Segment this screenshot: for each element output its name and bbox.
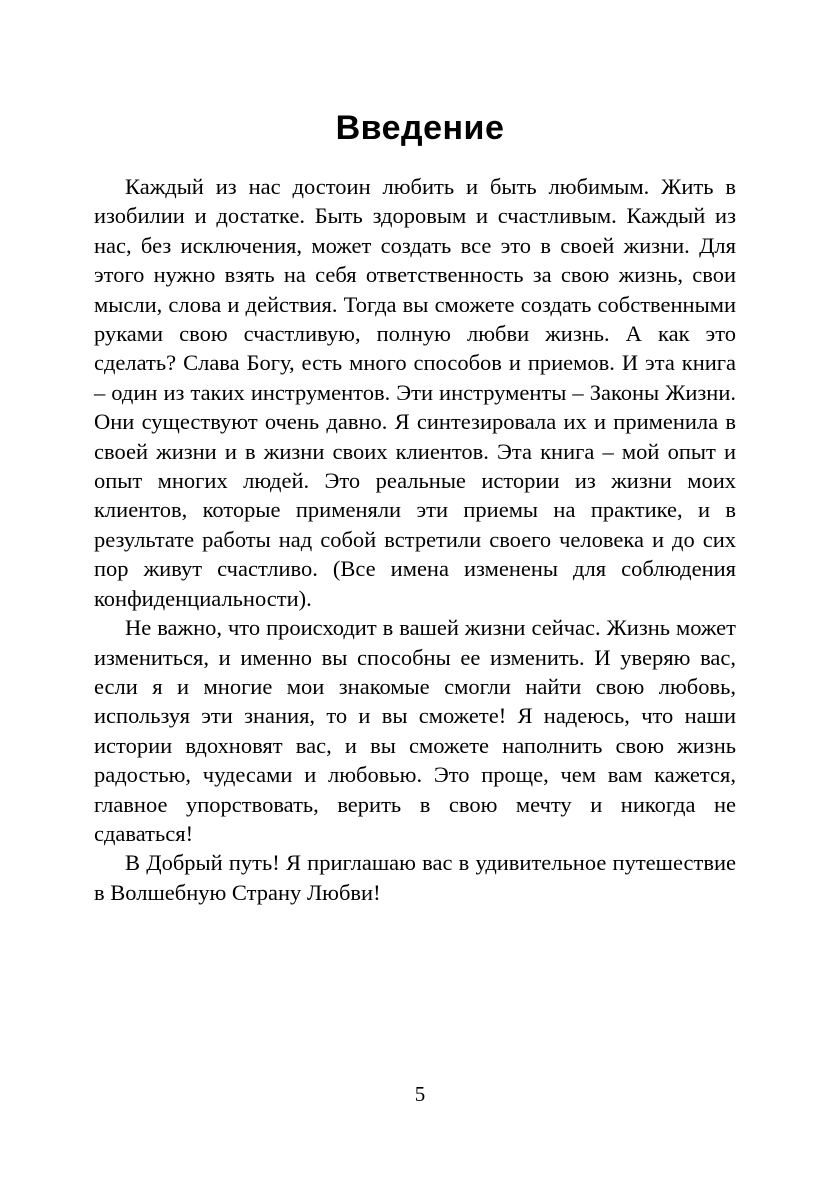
page-number: 5: [414, 1082, 426, 1106]
chapter-title: Введение: [335, 109, 505, 147]
paragraph-2: Не важно, что происходит в вашей жизни сейчас. Жизнь может измениться, и именно вы способны ее изменить. И уверяю вас, если я и многие мои знакомые смогли найти свою любовь, используя эти знания, то и вы сможете! Я надеюсь, что наши истории вдохновят вас, и вы сможете наполнить свою жизнь радостью, чудесами и любовью. Это проще, чем вам кажется, главное упорствовать, верить в свою мечту и никогда не сдаваться!: [94, 615, 736, 846]
paragraph-3: В Добрый путь! Я приглашаю вас в удивительное путешествие в Волшебную Страну Любви!: [94, 850, 736, 905]
page-body: [94, 172, 736, 907]
paragraph-1: Каждый из нас достоин любить и быть любимым. Жить в изобилии и достатке. Быть здоровым и счастливым. Каждый из нас, без исключения, может создать все это в своей жизни. Для этого нужно взять на себя ответственность за свою жизнь, свои мысли, слова и действия. Тогда вы сможете создать собственными руками свою счастливую, полную любви жизнь. А как это сделать? Слава Богу, есть много способов и приемов. И эта книга – один из таких инструментов. Эти инструменты – Законы Жизни. Они существуют очень давно. Я синтезировала их и применила в своей жизни и в жизни своих клиентов. Эта книга – мой опыт и опыт многих людей. Это реальные истории из жизни моих клиентов, которые применяли эти приемы на практике, и в результате работы над собой встретили своего человека и до сих пор живут счастливо. (Все имена изменены для соблюдения конфиденциальности).: [94, 174, 736, 611]
